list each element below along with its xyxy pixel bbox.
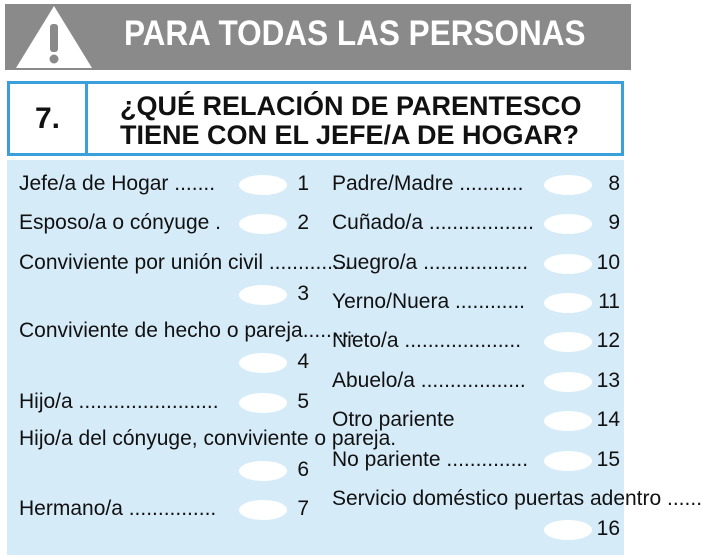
option-label: Yerno/Nuera ............ [332,290,525,313]
option-label: puertas adentro ...... [514,487,702,510]
option-label: Cuñado/a .................. [332,211,534,234]
option-servicio-domestico [332,484,702,514]
option-label: Conviviente de [19,319,158,342]
option-label: conviviente o pareja. [203,427,397,450]
answer-oval-12[interactable] [544,332,592,352]
option-label: Otro pariente [332,408,455,431]
option-label: Esposo/a o cónyuge . [19,211,221,234]
option-label: Padre/Madre ........... [332,172,524,195]
option-label: Nieto/a .................... [332,329,522,352]
option-label: Abuelo/a .................. [332,369,526,392]
option-code: 3 [297,282,309,305]
option-conviviente-union-civil [19,248,351,278]
option-conviviente-hecho [19,316,355,346]
option-label: unión civil .............. [170,251,351,274]
option-label: Jefe/a de Hogar ....... [19,172,216,195]
option-padre-madre [332,169,523,199]
option-code: 2 [297,211,309,234]
option-code: 10 [596,251,620,274]
option-code: 14 [596,408,620,431]
option-label: hecho o pareja......... [163,319,356,342]
option-jefe [19,169,215,199]
option-code: 11 [598,290,620,313]
option-code: 1 [297,172,309,195]
warning-icon [14,4,94,70]
option-esposo [19,208,221,238]
option-code: 4 [297,350,309,373]
option-abuelo [332,366,526,396]
option-code: 8 [608,172,620,195]
option-code: 5 [297,390,309,413]
answer-oval-14[interactable] [544,411,592,431]
option-otro-pariente [332,405,455,435]
option-label: Suegro/a .................. [332,251,529,274]
option-label: Conviviente por [19,251,165,274]
option-code: 13 [596,369,620,392]
option-code: 12 [596,329,620,352]
option-label: No pariente .............. [332,448,529,471]
options-panel [7,160,702,555]
answer-oval-10[interactable] [544,254,592,274]
question-text [120,92,582,150]
option-no-pariente [332,445,528,475]
question-line-2: TIENE CON EL JEFE/A DE HOGAR? [120,120,580,150]
answer-oval-16[interactable] [544,520,592,540]
answer-oval-13[interactable] [544,372,592,392]
answer-oval-9[interactable] [544,214,592,234]
option-label: Servicio doméstico [332,487,509,510]
option-nieto [332,326,521,356]
option-code: 15 [596,448,620,471]
answer-oval-15[interactable] [544,451,592,471]
option-label: Hijo/a ........................ [19,390,219,413]
answer-oval-8[interactable] [544,175,592,195]
option-yerno-nuera [332,287,525,317]
question-line-1: ¿QUÉ RELACIÓN DE PARENTESCO [120,91,582,121]
option-code: 9 [608,211,620,234]
option-suegro [332,248,528,278]
question-number: 7. [10,84,88,153]
option-code: 7 [297,497,309,520]
option-code: 16 [596,517,620,540]
option-hermano [19,494,216,524]
banner-title: PARA TODAS LAS PERSONAS [124,14,586,53]
question-box [7,81,624,156]
option-hijo [19,387,219,417]
option-code: 6 [297,458,309,481]
option-cunado [332,208,534,238]
option-label: Hermano/a ............... [19,497,217,520]
option-label: Hijo/a del cónyuge, [19,427,198,450]
answer-oval-11[interactable] [544,293,592,313]
